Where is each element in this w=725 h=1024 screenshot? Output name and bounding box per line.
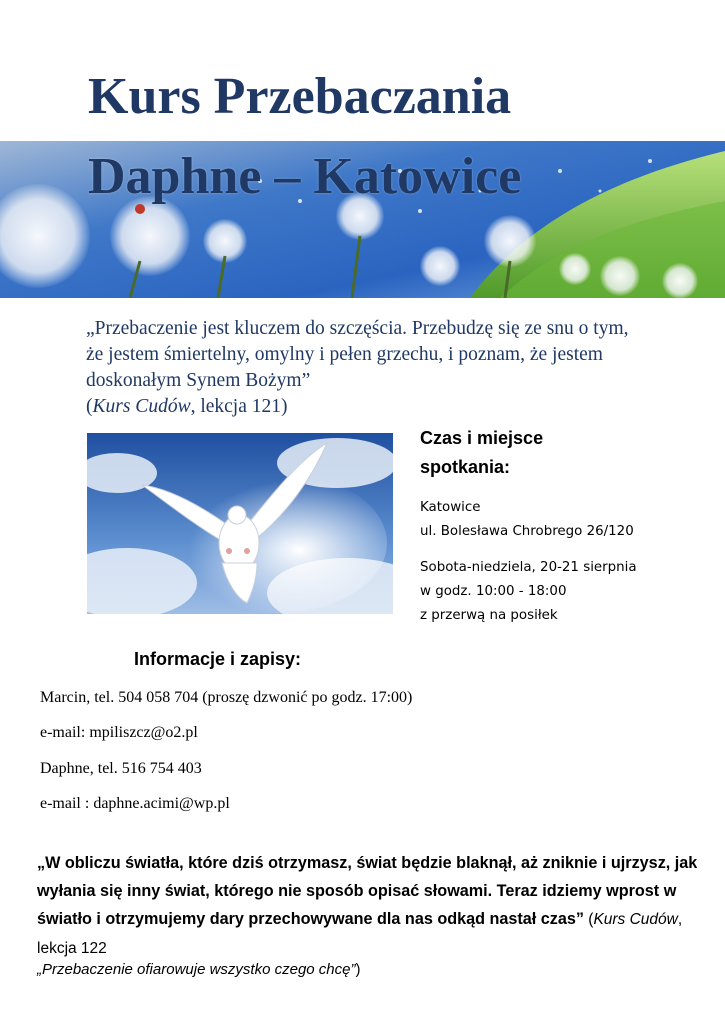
quote-text: „Przebaczenie jest kluczem do szczęścia. Przebudzę się ze snu o tym, że jestem śmiertelny, omylny i pełen grzechu, i poznam, że jestem doskonałym Synem Bożym” — [86, 318, 629, 391]
closing-quote-text: „W obliczu światła, które dziś otrzymasz, świat będzie blaknął, aż zniknie i ujrzysz, jak wyłania się inny świat, którego nie sposób opisać słowami. Teraz idziemy wprost w światło i otrzymujemy dary przechowywane dla nas odkąd nastał czas” — [37, 854, 698, 928]
page-title-line-1: Kurs Przebaczania — [88, 68, 512, 125]
closing-close-paren: ) — [355, 961, 361, 978]
closing-subtitle: „Przebaczenie ofiarowuje wszystko czego chcę” — [37, 961, 356, 978]
meeting-heading-line-2: spotkania: — [420, 457, 511, 477]
closing-subtitle-line — [37, 959, 717, 981]
meeting-street: ul. Bolesława Chrobrego 26/120 — [420, 524, 634, 539]
contact-heading: Informacje i zapisy: — [134, 649, 302, 669]
quote-source-title: Kurs Cudów — [92, 396, 191, 417]
contact-line-daphne-phone: Daphne, tel. 516 754 403 — [40, 760, 202, 777]
opening-quote — [86, 316, 646, 420]
meeting-note: z przerwą na posiłek — [420, 608, 558, 623]
quote-open-paren: ( — [86, 396, 93, 417]
meeting-heading — [420, 424, 543, 482]
page-title-line-2: Daphne – Katowice — [88, 148, 522, 205]
dove-photo — [87, 433, 393, 614]
meeting-time — [420, 556, 637, 628]
meeting-dates: Sobota-niedziela, 20-21 sierpnia — [420, 560, 637, 575]
contact-line-daphne-email: e-mail : daphne.acimi@wp.pl — [40, 795, 230, 812]
quote-source-rest: , lekcja 121) — [190, 396, 288, 417]
closing-ref-rest: , lekcja 122 — [37, 911, 683, 957]
closing-quote — [37, 849, 717, 981]
meeting-address — [420, 496, 634, 544]
contact-line-marcin-email: e-mail: mpiliszcz@o2.pl — [40, 724, 198, 741]
meeting-heading-line-1: Czas i miejsce — [420, 428, 544, 448]
contact-line-marcin-phone: Marcin, tel. 504 058 704 (proszę dzwonić po godz. 17:00) — [40, 689, 413, 706]
meeting-city: Katowice — [420, 500, 481, 515]
closing-ref-title: Kurs Cudów — [593, 911, 678, 928]
meeting-hours: w godz. 10:00 - 18:00 — [420, 584, 567, 599]
closing-ref-open: ( — [583, 911, 594, 928]
